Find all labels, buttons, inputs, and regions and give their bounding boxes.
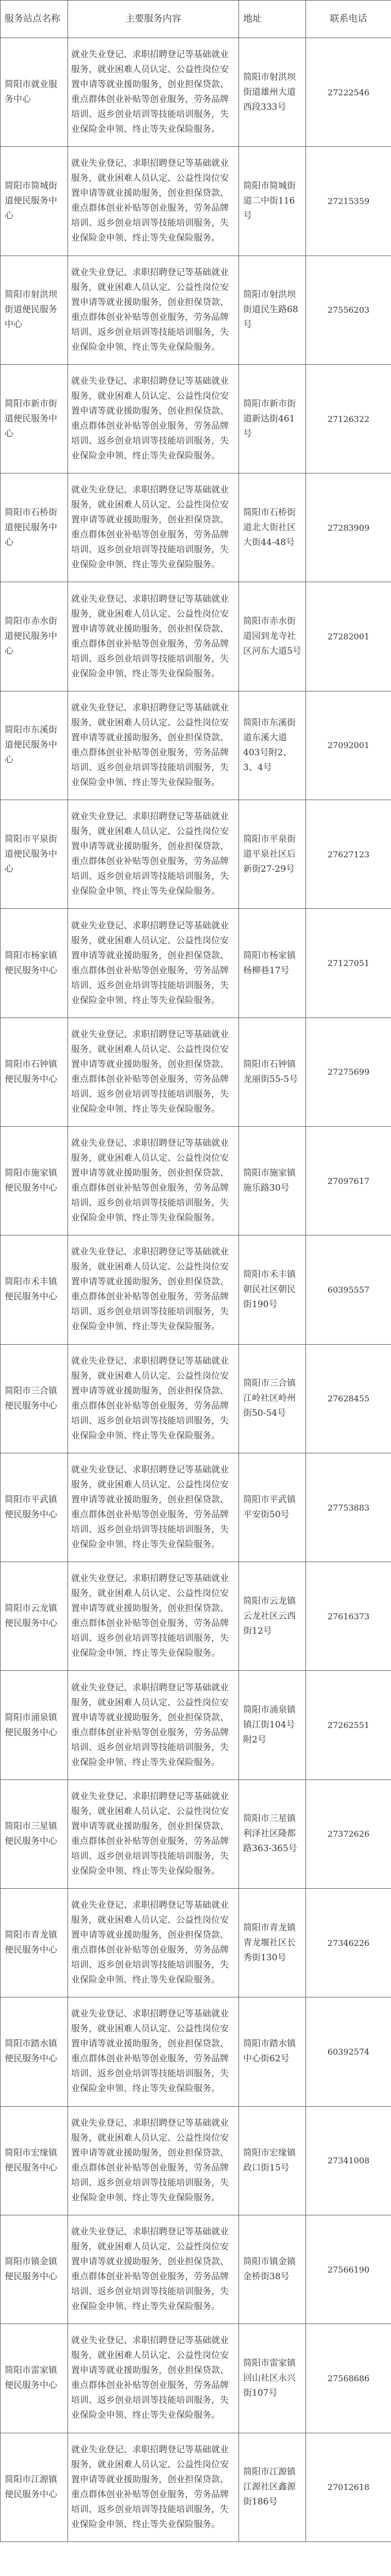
- address-cell: 简阳市新市街道新达街461号: [239, 364, 306, 473]
- table-row: [1, 38, 391, 147]
- site-name-cell: 简阳市踏水镇便民服务中心: [1, 1997, 68, 2106]
- site-name-cell: 简阳市杨家镇便民服务中心: [1, 909, 68, 1018]
- service-content-cell: 就业失业登记、求职招聘登记等基础就业服务，就业困难人员认定、公益性岗位安置申请等就业援助服务，创业担保贷款、重点群体创业补贴等创业服务，劳务品牌培训、返乡创业培训等技能培训服务，失业保险金申领、终止等失业保险服务。: [68, 1344, 239, 1453]
- address-cell: 简阳市射洪坝街道雄州大道西段333号: [239, 38, 306, 147]
- address-cell: 简阳市踏水镇中心街62号: [239, 1997, 306, 2106]
- phone-cell: 27127051: [306, 909, 391, 1018]
- service-content-cell: 就业失业登记、求职招聘登记等基础就业服务，就业困难人员认定、公益性岗位安置申请等就业援助服务，创业担保贷款、重点群体创业补贴等创业服务，劳务品牌培训、返乡创业培训等技能培训服务，失业保险金申领、终止等失业保险服务。: [68, 582, 239, 691]
- address-cell: 简阳市云龙镇云龙社区云西街12号: [239, 1562, 306, 1671]
- service-content-cell: 就业失业登记、求职招聘登记等基础就业服务，就业困难人员认定、公益性岗位安置申请等就业援助服务，创业担保贷款、重点群体创业补贴等创业服务，劳务品牌培训、返乡创业培训等技能培训服务，失业保险金申领、终止等失业保险服务。: [68, 1018, 239, 1126]
- site-name-cell: 简阳市云龙镇便民服务中心: [1, 1562, 68, 1671]
- table-row: [1, 473, 391, 582]
- address-cell: 简阳市石桥街道北大街社区大街44-48号: [239, 473, 306, 582]
- site-name-cell: 简阳市三合镇便民服务中心: [1, 1344, 68, 1453]
- service-content-cell: 就业失业登记、求职招聘登记等基础就业服务，就业困难人员认定、公益性岗位安置申请等就业援助服务，创业担保贷款、重点群体创业补贴等创业服务，劳务品牌培训、返乡创业培训等技能培训服务，失业保险金申领、终止等失业保险服务。: [68, 1671, 239, 1780]
- table-row: [1, 2324, 391, 2433]
- site-name-cell: 简阳市赤水街道便民服务中心: [1, 582, 68, 691]
- phone-cell: 27092001: [306, 691, 391, 800]
- site-name-cell: 简阳市禾丰镇便民服务中心: [1, 1235, 68, 1344]
- address-cell: 简阳市江源镇江源社区鑫源街186号: [239, 2433, 306, 2541]
- service-content-cell: 就业失业登记、求职招聘登记等基础就业服务，就业困难人员认定、公益性岗位安置申请等就业援助服务，创业担保贷款、重点群体创业补贴等创业服务，劳务品牌培训、返乡创业培训等技能培训服务，失业保险金申领、终止等失业保险服务。: [68, 1780, 239, 1888]
- table-row: [1, 256, 391, 364]
- phone-cell: 27628455: [306, 1344, 391, 1453]
- table-row: [1, 1235, 391, 1344]
- address-cell: 简阳市禾丰镇朝民社区朝民街190号: [239, 1235, 306, 1344]
- phone-cell: 27616373: [306, 1562, 391, 1671]
- header-site: 服务站点名称: [1, 1, 68, 38]
- table-row: [1, 1671, 391, 1780]
- address-cell: 简阳市宏缘镇政口街15号: [239, 2106, 306, 2215]
- header-phone: 联系电话: [306, 1, 391, 38]
- phone-cell: 27012618: [306, 2433, 391, 2541]
- table-row: [1, 364, 391, 473]
- service-content-cell: 就业失业登记、求职招聘登记等基础就业服务，就业困难人员认定、公益性岗位安置申请等就业援助服务，创业担保贷款、重点群体创业补贴等创业服务，劳务品牌培训、返乡创业培训等技能培训服务，失业保险金申领、终止等失业保险服务。: [68, 1997, 239, 2106]
- address-cell: 简阳市平武镇平安街50号: [239, 1453, 306, 1562]
- service-content-cell: 就业失业登记、求职招聘登记等基础就业服务，就业困难人员认定、公益性岗位安置申请等就业援助服务，创业担保贷款、重点群体创业补贴等创业服务，劳务品牌培训、返乡创业培训等技能培训服务，失业保险金申领、终止等失业保险服务。: [68, 1562, 239, 1671]
- address-cell: 简阳市射洪坝街道民生路68号: [239, 256, 306, 364]
- table-row: [1, 1562, 391, 1671]
- service-content-cell: 就业失业登记、求职招聘登记等基础就业服务，就业困难人员认定、公益性岗位安置申请等就业援助服务，创业担保贷款、重点群体创业补贴等创业服务，劳务品牌培训、返乡创业培训等技能培训服务，失业保险金申领、终止等失业保险服务。: [68, 2433, 239, 2541]
- service-content-cell: 就业失业登记、求职招聘登记等基础就业服务，就业困难人员认定、公益性岗位安置申请等就业援助服务，创业担保贷款、重点群体创业补贴等创业服务，劳务品牌培训、返乡创业培训等技能培训服务，失业保险金申领、终止等失业保险服务。: [68, 38, 239, 147]
- phone-cell: 27222546: [306, 38, 391, 147]
- phone-cell: 27262551: [306, 1671, 391, 1780]
- phone-cell: 27097617: [306, 1126, 391, 1235]
- table-row: [1, 800, 391, 909]
- table-row: [1, 1453, 391, 1562]
- phone-cell: 60392574: [306, 1997, 391, 2106]
- phone-cell: 27753883: [306, 1453, 391, 1562]
- site-name-cell: 简阳市新市街道便民服务中心: [1, 364, 68, 473]
- phone-cell: 27556203: [306, 256, 391, 364]
- address-cell: 简阳市青龙镇青龙堰社区长秀街130号: [239, 1889, 306, 1997]
- table-row: [1, 1344, 391, 1453]
- table-row: [1, 582, 391, 691]
- phone-cell: 27283909: [306, 473, 391, 582]
- phone-cell: 27346226: [306, 1889, 391, 1997]
- phone-cell: 27566190: [306, 2215, 391, 2324]
- site-name-cell: 简阳市三星镇便民服务中心: [1, 1780, 68, 1888]
- site-name-cell: 简阳市宏缘镇便民服务中心: [1, 2106, 68, 2215]
- phone-cell: 27215359: [306, 147, 391, 256]
- address-cell: 简阳市石钟镇龙丽街55-5号: [239, 1018, 306, 1126]
- service-content-cell: 就业失业登记、求职招聘登记等基础就业服务，就业困难人员认定、公益性岗位安置申请等就业援助服务，创业担保贷款、重点群体创业补贴等创业服务，劳务品牌培训、返乡创业培训等技能培训服务，失业保险金申领、终止等失业保险服务。: [68, 800, 239, 909]
- table-row: [1, 2433, 391, 2541]
- address-cell: 简阳市镇金镇金桥街38号: [239, 2215, 306, 2324]
- site-name-cell: 简阳市射洪坝街道便民服务中心: [1, 256, 68, 364]
- service-content-cell: 就业失业登记、求职招聘登记等基础就业服务，就业困难人员认定、公益性岗位安置申请等就业援助服务，创业担保贷款、重点群体创业补贴等创业服务，劳务品牌培训、返乡创业培训等技能培训服务，失业保险金申领、终止等失业保险服务。: [68, 2215, 239, 2324]
- service-content-cell: 就业失业登记、求职招聘登记等基础就业服务，就业困难人员认定、公益性岗位安置申请等就业援助服务，创业担保贷款、重点群体创业补贴等创业服务，劳务品牌培训、返乡创业培训等技能培训服务，失业保险金申领、终止等失业保险服务。: [68, 691, 239, 800]
- site-name-cell: 简阳市就业服务中心: [1, 38, 68, 147]
- phone-cell: 27372626: [306, 1780, 391, 1888]
- header-service: 主要服务内容: [68, 1, 239, 38]
- site-name-cell: 简阳市施家镇便民服务中心: [1, 1126, 68, 1235]
- table-row: [1, 1018, 391, 1126]
- phone-cell: 60395557: [306, 1235, 391, 1344]
- service-content-cell: 就业失业登记、求职招聘登记等基础就业服务，就业困难人员认定、公益性岗位安置申请等就业援助服务，创业担保贷款、重点群体创业补贴等创业服务，劳务品牌培训、返乡创业培训等技能培训服务，失业保险金申领、终止等失业保险服务。: [68, 473, 239, 582]
- site-name-cell: 简阳市涌泉镇便民服务中心: [1, 1671, 68, 1780]
- table-row: [1, 1780, 391, 1888]
- phone-cell: 27275699: [306, 1018, 391, 1126]
- service-content-cell: 就业失业登记、求职招聘登记等基础就业服务，就业困难人员认定、公益性岗位安置申请等就业援助服务，创业担保贷款、重点群体创业补贴等创业服务，劳务品牌培训、返乡创业培训等技能培训服务，失业保险金申领、终止等失业保险服务。: [68, 364, 239, 473]
- address-cell: 简阳市涌泉镇镇江街104号附2号: [239, 1671, 306, 1780]
- address-cell: 简阳市雷家镇回山社区永兴街107号: [239, 2324, 306, 2433]
- table-row: [1, 2106, 391, 2215]
- service-content-cell: 就业失业登记、求职招聘登记等基础就业服务，就业困难人员认定、公益性岗位安置申请等就业援助服务，创业担保贷款、重点群体创业补贴等创业服务，劳务品牌培训、返乡创业培训等技能培训服务，失业保险金申领、终止等失业保险服务。: [68, 147, 239, 256]
- address-cell: 简阳市三合镇江岭社区岭州街50-54号: [239, 1344, 306, 1453]
- service-content-cell: 就业失业登记、求职招聘登记等基础就业服务，就业困难人员认定、公益性岗位安置申请等就业援助服务，创业担保贷款、重点群体创业补贴等创业服务，劳务品牌培训、返乡创业培训等技能培训服务，失业保险金申领、终止等失业保险服务。: [68, 1453, 239, 1562]
- phone-cell: 27282001: [306, 582, 391, 691]
- site-name-cell: 简阳市简城街道便民服务中心: [1, 147, 68, 256]
- address-cell: 简阳市平泉街道平泉社区后新街27-29号: [239, 800, 306, 909]
- site-name-cell: 简阳市平武镇便民服务中心: [1, 1453, 68, 1562]
- phone-cell: 27126322: [306, 364, 391, 473]
- site-name-cell: 简阳市石钟镇便民服务中心: [1, 1018, 68, 1126]
- site-name-cell: 简阳市镇金镇便民服务中心: [1, 2215, 68, 2324]
- table-row: [1, 1997, 391, 2106]
- site-name-cell: 简阳市东溪街道便民服务中心: [1, 691, 68, 800]
- table-row: [1, 1889, 391, 1997]
- service-content-cell: 就业失业登记、求职招聘登记等基础就业服务，就业困难人员认定、公益性岗位安置申请等就业援助服务，创业担保贷款、重点群体创业补贴等创业服务，劳务品牌培训、返乡创业培训等技能培训服务，失业保险金申领、终止等失业保险服务。: [68, 909, 239, 1018]
- phone-cell: 27568686: [306, 2324, 391, 2433]
- site-name-cell: 简阳市平泉街道便民服务中心: [1, 800, 68, 909]
- address-cell: 简阳市赤水街道园到龙寺社区河东大道5号: [239, 582, 306, 691]
- address-cell: 简阳市东溪街道东溪大道403号附2、3、4号: [239, 691, 306, 800]
- header-address: 地址: [239, 1, 306, 38]
- site-name-cell: 简阳市雷家镇便民服务中心: [1, 2324, 68, 2433]
- service-content-cell: 就业失业登记、求职招聘登记等基础就业服务，就业困难人员认定、公益性岗位安置申请等就业援助服务，创业担保贷款、重点群体创业补贴等创业服务，劳务品牌培训、返乡创业培训等技能培训服务，失业保险金申领、终止等失业保险服务。: [68, 1235, 239, 1344]
- service-content-cell: 就业失业登记、求职招聘登记等基础就业服务，就业困难人员认定、公益性岗位安置申请等就业援助服务，创业担保贷款、重点群体创业补贴等创业服务，劳务品牌培训、返乡创业培训等技能培训服务，失业保险金申领、终止等失业保险服务。: [68, 1126, 239, 1235]
- service-content-cell: 就业失业登记、求职招聘登记等基础就业服务，就业困难人员认定、公益性岗位安置申请等就业援助服务，创业担保贷款、重点群体创业补贴等创业服务，劳务品牌培训、返乡创业培训等技能培训服务，失业保险金申领、终止等失业保险服务。: [68, 2106, 239, 2215]
- table-row: [1, 147, 391, 256]
- address-cell: 简阳市简城街道二中街116号: [239, 147, 306, 256]
- header-row: [1, 1, 391, 38]
- service-content-cell: 就业失业登记、求职招聘登记等基础就业服务，就业困难人员认定、公益性岗位安置申请等就业援助服务，创业担保贷款、重点群体创业补贴等创业服务，劳务品牌培训、返乡创业培训等技能培训服务，失业保险金申领、终止等失业保险服务。: [68, 2324, 239, 2433]
- table-row: [1, 909, 391, 1018]
- table-row: [1, 691, 391, 800]
- service-content-cell: 就业失业登记、求职招聘登记等基础就业服务，就业困难人员认定、公益性岗位安置申请等就业援助服务，创业担保贷款、重点群体创业补贴等创业服务，劳务品牌培训、返乡创业培训等技能培训服务，失业保险金申领、终止等失业保险服务。: [68, 256, 239, 364]
- service-content-cell: 就业失业登记、求职招聘登记等基础就业服务，就业困难人员认定、公益性岗位安置申请等就业援助服务，创业担保贷款、重点群体创业补贴等创业服务，劳务品牌培训、返乡创业培训等技能培训服务，失业保险金申领、终止等失业保险服务。: [68, 1889, 239, 1997]
- address-cell: 简阳市三星镇利泽社区隆都路363-365号: [239, 1780, 306, 1888]
- phone-cell: 27627123: [306, 800, 391, 909]
- table-row: [1, 1126, 391, 1235]
- table-row: [1, 2215, 391, 2324]
- site-name-cell: 简阳市江源镇便民服务中心: [1, 2433, 68, 2541]
- address-cell: 简阳市杨家镇杨柳巷17号: [239, 909, 306, 1018]
- address-cell: 简阳市施家镇施乐路30号: [239, 1126, 306, 1235]
- phone-cell: 27341008: [306, 2106, 391, 2215]
- site-name-cell: 简阳市青龙镇便民服务中心: [1, 1889, 68, 1997]
- site-name-cell: 简阳市石桥街道便民服务中心: [1, 473, 68, 582]
